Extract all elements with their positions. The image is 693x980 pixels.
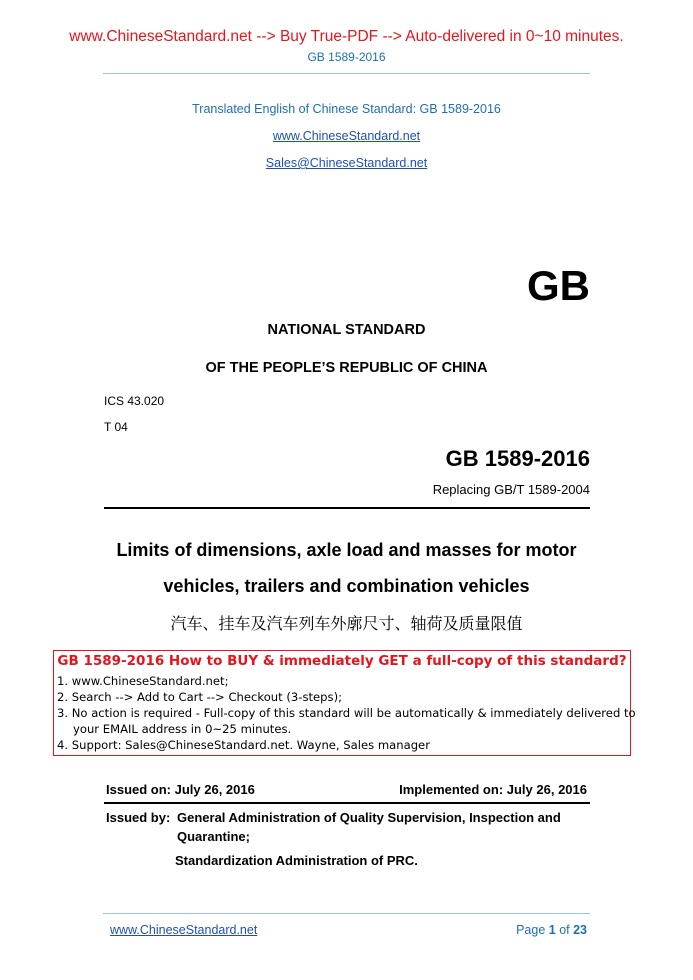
title-chinese: 汽车、挂车及汽车列车外廓尺寸、轴荷及质量限值 [170, 614, 523, 633]
header-code: GB 1589-2016 [307, 50, 386, 64]
standard-number: GB 1589-2016 [445, 446, 590, 471]
website-link[interactable]: www.ChineseStandard.net [272, 129, 421, 143]
page-current: 1 [548, 923, 556, 937]
prc-heading: OF THE PEOPLE’S REPUBLIC OF CHINA [205, 360, 488, 376]
page-prefix: Page [516, 923, 549, 937]
footer-website-wrap [110, 923, 257, 937]
page-indicator [460, 923, 587, 937]
title-line-1: Limits of dimensions, axle load and masses for motor [116, 540, 577, 560]
replacing-note: Replacing GB/T 1589-2004 [432, 482, 590, 497]
footer-divider [103, 913, 590, 914]
issued-by-line-1: General Administration of Quality Supervision, Inspection and [177, 810, 561, 825]
footer-website-link[interactable]: www.ChineseStandard.net [110, 923, 258, 937]
page-of: of [555, 923, 574, 937]
implemented-on: Implemented on: July 26, 2016 [399, 782, 587, 797]
page-total: 23 [573, 923, 587, 937]
number-divider [104, 507, 590, 509]
gb-mark: GB [527, 262, 590, 309]
issued-by-line-2: Quarantine; [177, 829, 250, 844]
t-code: T 04 [104, 420, 128, 434]
buy-instructions-box [53, 650, 636, 756]
title-line-2: vehicles, trailers and combination vehicles [163, 576, 530, 596]
translated-line: Translated English of Chinese Standard: GB 1589-2016 [192, 102, 501, 116]
issued-by-line-3: Standardization Administration of PRC. [175, 853, 418, 868]
buy-step-2: 2. Search --> Add to Cart --> Checkout (3-steps); [57, 690, 343, 704]
issued-by-label: Issued by: [106, 810, 171, 825]
website-link-wrap [0, 129, 693, 143]
buy-step-3-cont: your EMAIL address in 0~25 minutes. [73, 722, 292, 736]
buy-step-1[interactable]: 1. www.ChineseStandard.net; [57, 674, 229, 688]
promo-banner[interactable]: www.ChineseStandard.net --> Buy True-PDF --> Auto-delivered in 0~10 minutes. [69, 28, 624, 45]
email-link-wrap [0, 156, 693, 170]
buy-step-4: 4. Support: Sales@ChineseStandard.net. Wayne, Sales manager [57, 738, 430, 752]
buy-box-title: GB 1589-2016 How to BUY & immediately GET a full-copy of this standard? [57, 653, 627, 669]
header-divider [103, 73, 590, 74]
issued-on: Issued on: July 26, 2016 [106, 782, 255, 797]
buy-step-3: 3. No action is required - Full-copy of this standard will be automatically & immediately delivered to [57, 706, 636, 720]
ics-code: ICS 43.020 [104, 394, 165, 408]
issue-divider [104, 802, 590, 804]
national-standard-heading: NATIONAL STANDARD [267, 322, 426, 338]
email-link[interactable]: Sales@ChineseStandard.net [265, 156, 428, 170]
